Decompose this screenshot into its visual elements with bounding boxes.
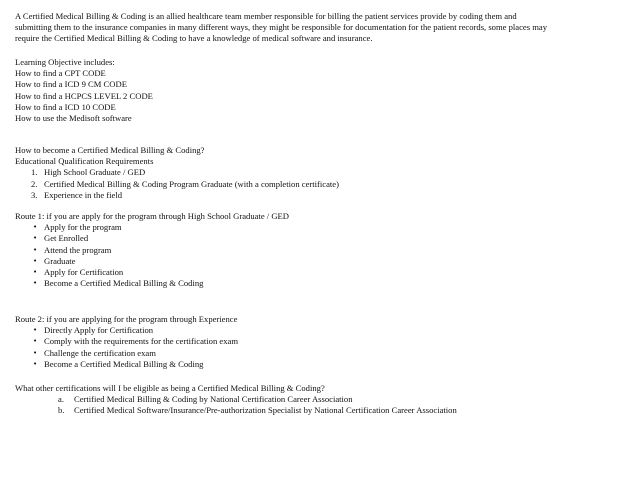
requirement-text: Certified Medical Billing & Coding Program Graduate (with a completion certificate) [44, 178, 339, 189]
route-1-item-text: Attend the program [44, 244, 112, 255]
route-1-item [15, 267, 627, 278]
route-2-item-text: Become a Certified Medical Billing & Coding [44, 358, 204, 369]
list-number: 1. [31, 167, 38, 178]
bullet-icon: • [33, 348, 38, 357]
route-2-item [15, 325, 627, 336]
certification-item [15, 394, 627, 405]
route-2-item [15, 348, 627, 359]
route-2-item-text: Directly Apply for Certification [44, 325, 154, 336]
learning-item: How to find a ICD 10 CODE [15, 101, 116, 112]
route-1-item-text: Apply for Certification [44, 267, 124, 278]
bullet-icon: • [33, 268, 38, 277]
route-1-section [15, 211, 627, 289]
bullet-icon: • [33, 223, 38, 232]
requirements-list [15, 167, 627, 201]
learning-objectives [15, 57, 627, 124]
bullet-icon: • [33, 279, 38, 288]
route-1-item-text: Become a Certified Medical Billing & Coding [44, 278, 204, 289]
requirement-text: High School Graduate / GED [44, 167, 146, 178]
certification-item [15, 405, 627, 416]
list-letter: b. [58, 405, 65, 416]
bullet-icon: • [33, 359, 38, 368]
certification-text: Certified Medical Software/Insurance/Pre-authorization Specialist by National Certification Career Association [74, 405, 457, 416]
route-1-item [15, 278, 627, 289]
other-certifications-question: What other certifications will I be eligible as being a Certified Medical Billing & Coding? [15, 383, 325, 393]
requirement-text: Experience in the field [44, 189, 123, 200]
list-number: 3. [31, 189, 38, 200]
route-1-heading: Route 1: if you are apply for the program through High School Graduate / GED [15, 211, 289, 221]
route-1-item [15, 245, 627, 256]
bullet-icon: • [33, 256, 38, 265]
other-certifications-list [15, 394, 627, 416]
requirement-item [15, 179, 627, 190]
bullet-icon: • [33, 245, 38, 254]
route-1-item [15, 233, 627, 244]
route-2-heading: Route 2: if you are applying for the program through Experience [15, 314, 238, 324]
bullet-icon: • [33, 234, 38, 243]
route-2-item-text: Challenge the certification exam [44, 347, 156, 358]
how-to-become-section [15, 145, 627, 201]
route-2-section [15, 314, 627, 370]
intro-line: require the Certified Medical Billing & Coding to have a knowledge of medical software and insurance. [15, 33, 373, 44]
route-1-item-text: Apply for the program [44, 222, 122, 233]
qualification-heading: Educational Qualification Requirements [15, 156, 154, 167]
route-2-item-text: Comply with the requirements for the certification exam [44, 336, 239, 347]
intro-line: A Certified Medical Billing & Coding is an allied healthcare team member responsible for billing the patient services provide by coding them and [15, 11, 517, 21]
list-letter: a. [58, 394, 64, 405]
learning-item: How to find a ICD 9 CM CODE [15, 79, 127, 90]
route-2-item [15, 336, 627, 347]
requirement-item [15, 190, 627, 201]
bullet-icon: • [33, 337, 38, 346]
how-to-question: How to become a Certified Medical Billing & Coding? [15, 145, 205, 155]
requirement-item [15, 167, 627, 178]
learning-item: How to find a HCPCS LEVEL 2 CODE [15, 90, 153, 101]
learning-heading: Learning Objective includes: [15, 57, 115, 67]
other-certifications-section [15, 383, 627, 417]
learning-item: How to find a CPT CODE [15, 68, 106, 79]
certification-text: Certified Medical Billing & Coding by National Certification Career Association [74, 394, 353, 405]
route-1-item [15, 256, 627, 267]
route-1-item-text: Get Enrolled [44, 233, 89, 244]
route-2-item [15, 359, 627, 370]
route-1-item-text: Graduate [44, 255, 76, 266]
list-number: 2. [31, 178, 38, 189]
route-2-list [15, 325, 627, 370]
intro-paragraph [15, 11, 627, 45]
bullet-icon: • [33, 326, 38, 335]
learning-item: How to use the Medisoft software [15, 113, 132, 124]
route-1-item [15, 222, 627, 233]
route-1-list [15, 222, 627, 289]
intro-line: submitting them to the insurance companies in many different ways, they might be responsible for documentation for the patient records, some places may [15, 22, 548, 33]
